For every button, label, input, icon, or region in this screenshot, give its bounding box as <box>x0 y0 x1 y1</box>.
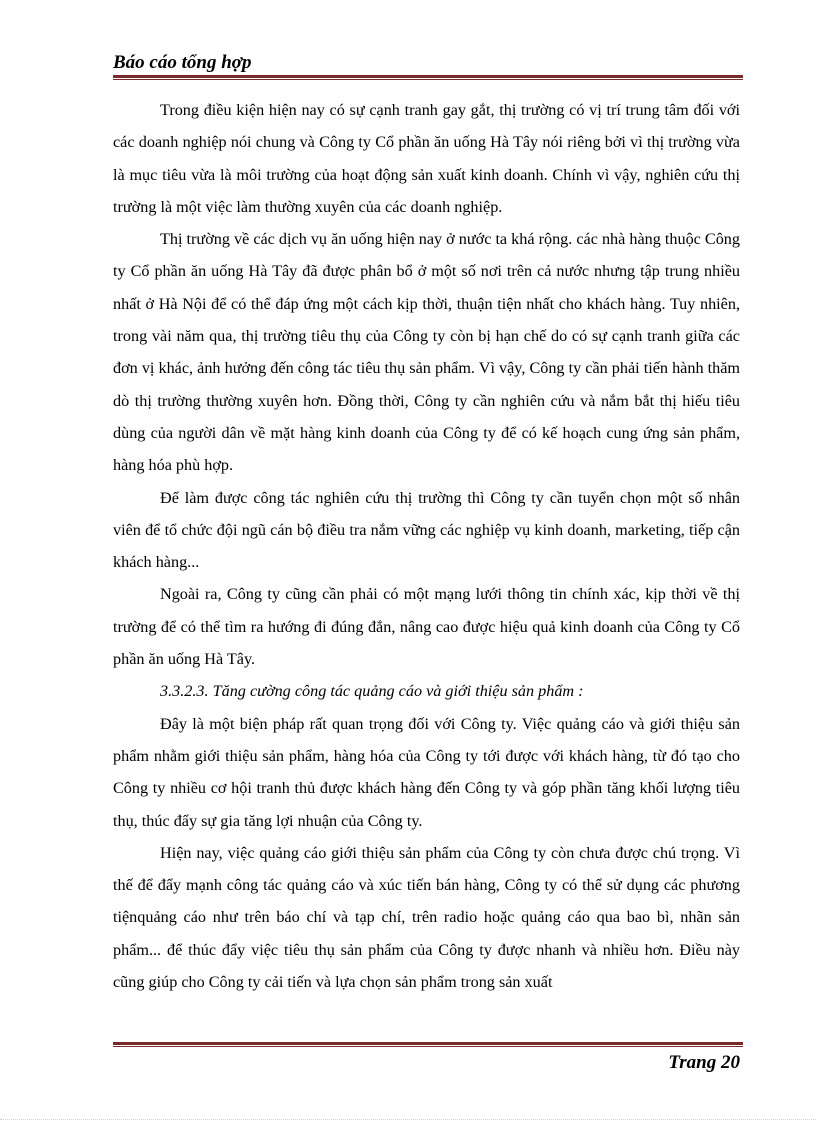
page-number: Trang 20 <box>668 1052 740 1073</box>
section-heading-advertising: 3.3.2.3. Tăng cường công tác quảng cáo và giới thiệu sản phẩm : <box>160 682 584 701</box>
paragraph-information-network: Ngoài ra, Công ty cũng cần phải có một mạng lưới thông tin chính xác, kịp thời về thị trường để có thể tìm ra hướng đi đúng đắn, nâng cao được hiệu quả kinh doanh của Công ty Cổ phần ăn uống Hà Tây. <box>113 585 740 669</box>
footer-divider-thin-line <box>113 1046 743 1047</box>
paragraph-market-research-staff: Để làm được công tác nghiên cứu thị trường thì Công ty cần tuyển chọn một số nhân viên để tổ chức đội ngũ cán bộ điều tra nắm vững các nghiệp vụ kinh doanh, marketing, tiếp cận khách hàng... <box>113 488 740 572</box>
paragraph-market-importance: Trong điều kiện hiện nay có sự cạnh tranh gay gắt, thị trường có vị trí trung tâm đối với các doanh nghiệp nói chung và Công ty Cổ phần ăn uống Hà Tây nói riêng bởi vì thị trường vừa là mục tiêu vừa là môi trường của hoạt động sản xuất kinh doanh. Chính vì vậy, nghiên cứu thị trường là một việc làm thường xuyên của các doanh nghiệp. <box>113 101 740 216</box>
header-divider-thin-line <box>113 79 743 80</box>
document-body <box>113 94 740 998</box>
header-divider-thick-line <box>113 75 743 78</box>
paragraph-advertising-current-state: Hiện nay, việc quảng cáo giới thiệu sản phẩm của Công ty còn chưa được chú trọng. Vì thế để đẩy mạnh công tác quảng cáo và xúc tiến bán hàng, Công ty có thể sử dụng các phương tiệnquảng cáo như trên báo chí và tạp chí, trên radio hoặc quảng cáo qua bao bì, nhãn sản phẩm... để thúc đẩy việc tiêu thụ sản phẩm của Công ty được nhanh và nhiều hơn. Điều này cũng giúp cho Công ty cải tiến và lựa chọn sản phẩm trong sản xuất <box>113 843 740 992</box>
footer-divider <box>113 1042 743 1048</box>
footer-divider-thick-line <box>113 1042 743 1045</box>
paragraph-advertising-importance: Đây là một biện pháp rất quan trọng đối với Công ty. Việc quảng cáo và giới thiệu sản phẩm nhằm giới thiệu sản phẩm, hàng hóa của Công ty tới được với khách hàng, từ đó tạo cho Công ty nhiều cơ hội tranh thủ được khách hàng đến Công ty và góp phần tăng khối lượng tiêu thụ, thúc đẩy sự gia tăng lợi nhuận của Công ty. <box>113 714 740 830</box>
paragraph-food-service-market: Thị trường về các dịch vụ ăn uống hiện nay ở nước ta khá rộng. các nhà hàng thuộc Công ty Cổ phần ăn uống Hà Tây đã được phân bổ ở một số nơi trên cả nước nhưng tập trung nhiều nhất ở Hà Nội để có thể đáp ứng một cách kịp thời, thuận tiện nhất cho khách hàng. Tuy nhiên, trong vài năm qua, thị trường tiêu thụ của Công ty còn bị hạn chế do có sự cạnh tranh giữa các đơn vị khác, ảnh hưởng đến công tác tiêu thụ sản phẩm. Vì vậy, Công ty cần phải tiến hành thăm dò thị trường thường xuyên hơn. Đồng thời, Công ty cần nghiên cứu và nắm bắt thị hiếu tiêu dùng của người dân về mặt hàng kinh doanh của Công ty để có kế hoạch cung ứng sản phẩm, hàng hóa phù hợp. <box>113 230 740 475</box>
page-bottom-edge <box>0 1119 816 1120</box>
header-divider <box>113 75 743 81</box>
document-header-title: Báo cáo tổng hợp <box>113 52 252 73</box>
